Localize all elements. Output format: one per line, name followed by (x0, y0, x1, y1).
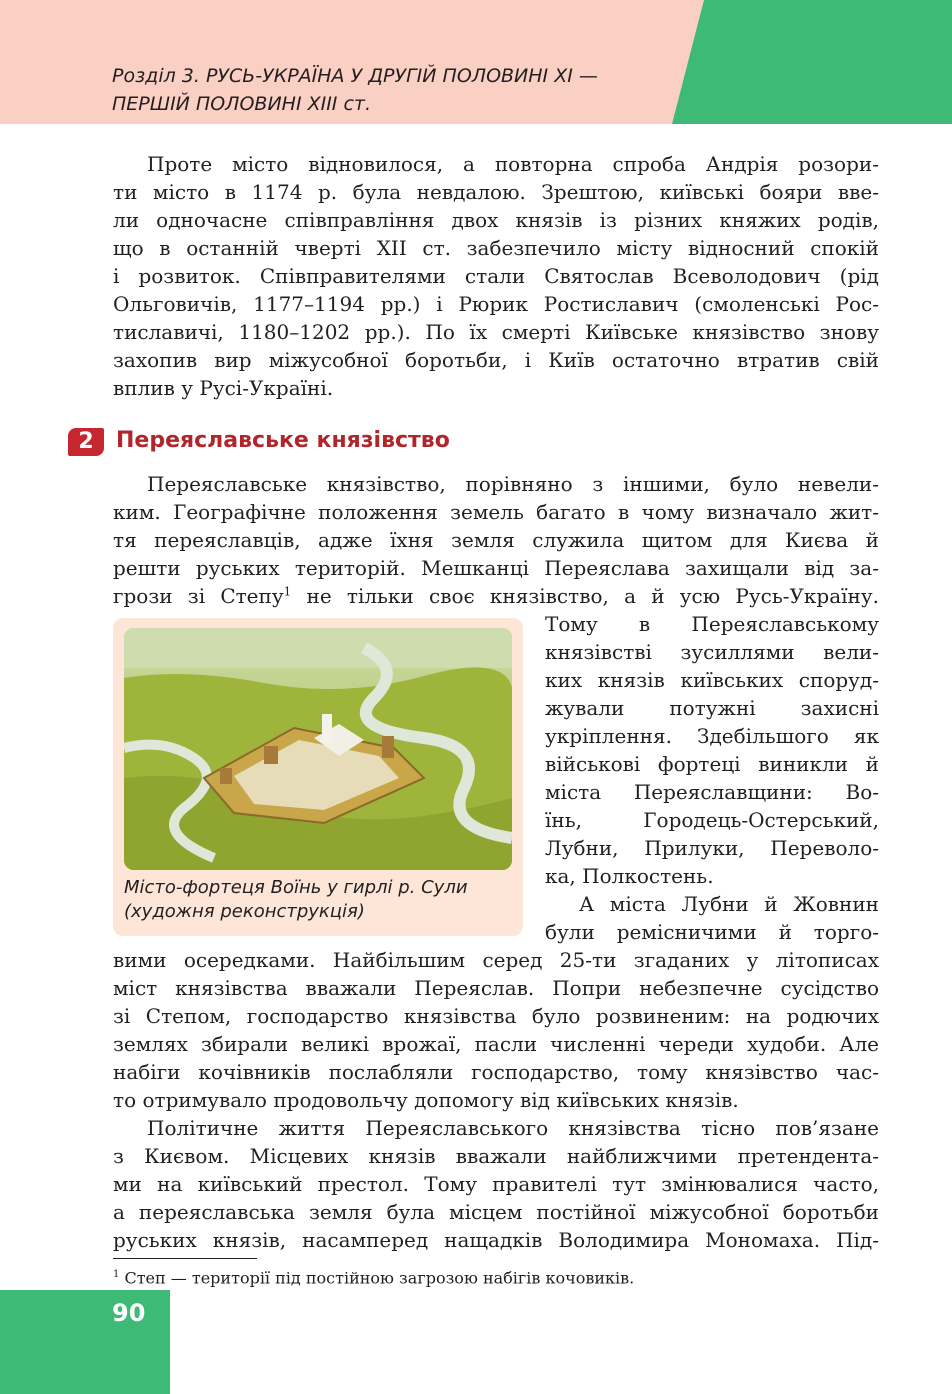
text-line: ли одночасне співправління двох князів із різних княжих родів, (113, 208, 879, 232)
text-line: решти руських територій. Мешканці Переяслава захищали від за- (113, 556, 879, 580)
footnote (113, 1264, 634, 1289)
text-line: Лубни, Прилуки, Переволо- (545, 836, 879, 860)
fortress-illustration (124, 628, 512, 870)
text-line: то отримувало продовольчу допомогу від київських князів. (113, 1088, 739, 1112)
text-line: А міста Лубни й Жовнин (579, 892, 879, 916)
text-line: захопив вир міжусобної боротьби, і Київ остаточно втратив свій (113, 348, 879, 372)
text-line: їнь, Городець-Остерський, (545, 808, 879, 832)
text-line: міст князівства вважали Переяслав. Попри небезпечне сусідство (113, 976, 879, 1000)
text-line: Переяславське князівство, порівняно з іншими, було невели- (147, 472, 879, 496)
text-line: жували потужні захисні (545, 696, 879, 720)
text-line: зі Степом, господарство князівства було розвиненим: на родючих (113, 1004, 879, 1028)
text-line: військові фортеці виникли й (545, 752, 879, 776)
text-line: Політичне життя Переяславського князівства тісно пов’язане (147, 1116, 879, 1140)
running-header (112, 62, 672, 118)
text-line: вплив у Русі-Україні. (113, 376, 334, 400)
running-header-line2: ПЕРШІЙ ПОЛОВИНІ ХІІІ ст. (112, 93, 372, 115)
header-accent (672, 0, 952, 124)
text-fragment: грози зі Степу (113, 584, 284, 608)
text-line (113, 582, 879, 610)
text-line: ка, Полкостень. (545, 864, 714, 888)
caption-line: (художня реконструкція) (124, 901, 365, 922)
text-line: укріплення. Здебільшого як (545, 724, 879, 748)
page-number: 90 (112, 1299, 146, 1327)
footnote-mark: 1 (113, 1269, 120, 1280)
text-line: тя переяславців, адже їхня земля служила щитом для Києва й (113, 528, 879, 552)
running-header-line1: Розділ 3. РУСЬ-УКРАЇНА У ДРУГІЙ ПОЛОВИНІ ХІ — (112, 65, 598, 87)
text-line: ти місто в 1174 р. була невдалою. Зрештою, київські бояри вве- (113, 180, 879, 204)
text-fragment: не тільки своє князівство, а й усю Русь-Україну. (291, 584, 879, 608)
text-line: ким. Географічне положення земель багато в чому визначало жит- (113, 500, 879, 524)
text-line: тиславичі, 1180–1202 рр.). По їх смерті Київське князівство знову (113, 320, 879, 344)
text-line: князівстві зусиллями вели- (545, 640, 879, 664)
text-line: міста Переяславщини: Во- (545, 780, 879, 804)
text-line: ми на київський престол. Тому правителі тут змінювалися часто, (113, 1172, 879, 1196)
text-line: що в останній чверті XII ст. забезпечило місту відносний спокій (113, 236, 879, 260)
text-line: Проте місто відновилося, а повторна спроба Андрія розори- (147, 152, 879, 176)
text-line: з Києвом. Місцевих князів вважали найближчими претендента- (113, 1144, 879, 1168)
text-line: вими осередками. Найбільшим серед 25-ти згаданих у літописах (113, 948, 879, 972)
text-line: землях збирали великі врожаї, пасли численні череди худоби. Але (113, 1032, 879, 1056)
footnote-divider (113, 1258, 257, 1259)
text-line: були ремісничими й торго- (545, 920, 879, 944)
section-title: Переяславське князівство (116, 428, 450, 453)
text-line: ких князів київських споруд- (545, 668, 879, 692)
text-line: набіги кочівників послабляли господарство, тому князівство час- (113, 1060, 879, 1084)
text-line: і розвиток. Співправителями стали Святослав Всеволодович (рід (113, 264, 879, 288)
text-line: руських князів, насамперед нащадків Володимира Мономаха. Під- (113, 1228, 879, 1252)
text-line: а переяславська земля була місцем постійної міжусобної боротьби (113, 1200, 879, 1224)
text-line: Тому в Переяславському (545, 612, 879, 636)
text-line: Ольговичів, 1177–1194 рр.) і Рюрик Ростиславич (смоленські Рос- (113, 292, 879, 316)
caption-line: Місто-фортеця Воїнь у гирлі р. Сули (124, 877, 468, 898)
figure-caption (124, 876, 516, 924)
footnote-text: Степ — території під постійною загрозою набігів кочовиків. (119, 1268, 635, 1288)
section-number: 2 (68, 428, 104, 456)
footnote-ref[interactable]: 1 (283, 584, 292, 599)
